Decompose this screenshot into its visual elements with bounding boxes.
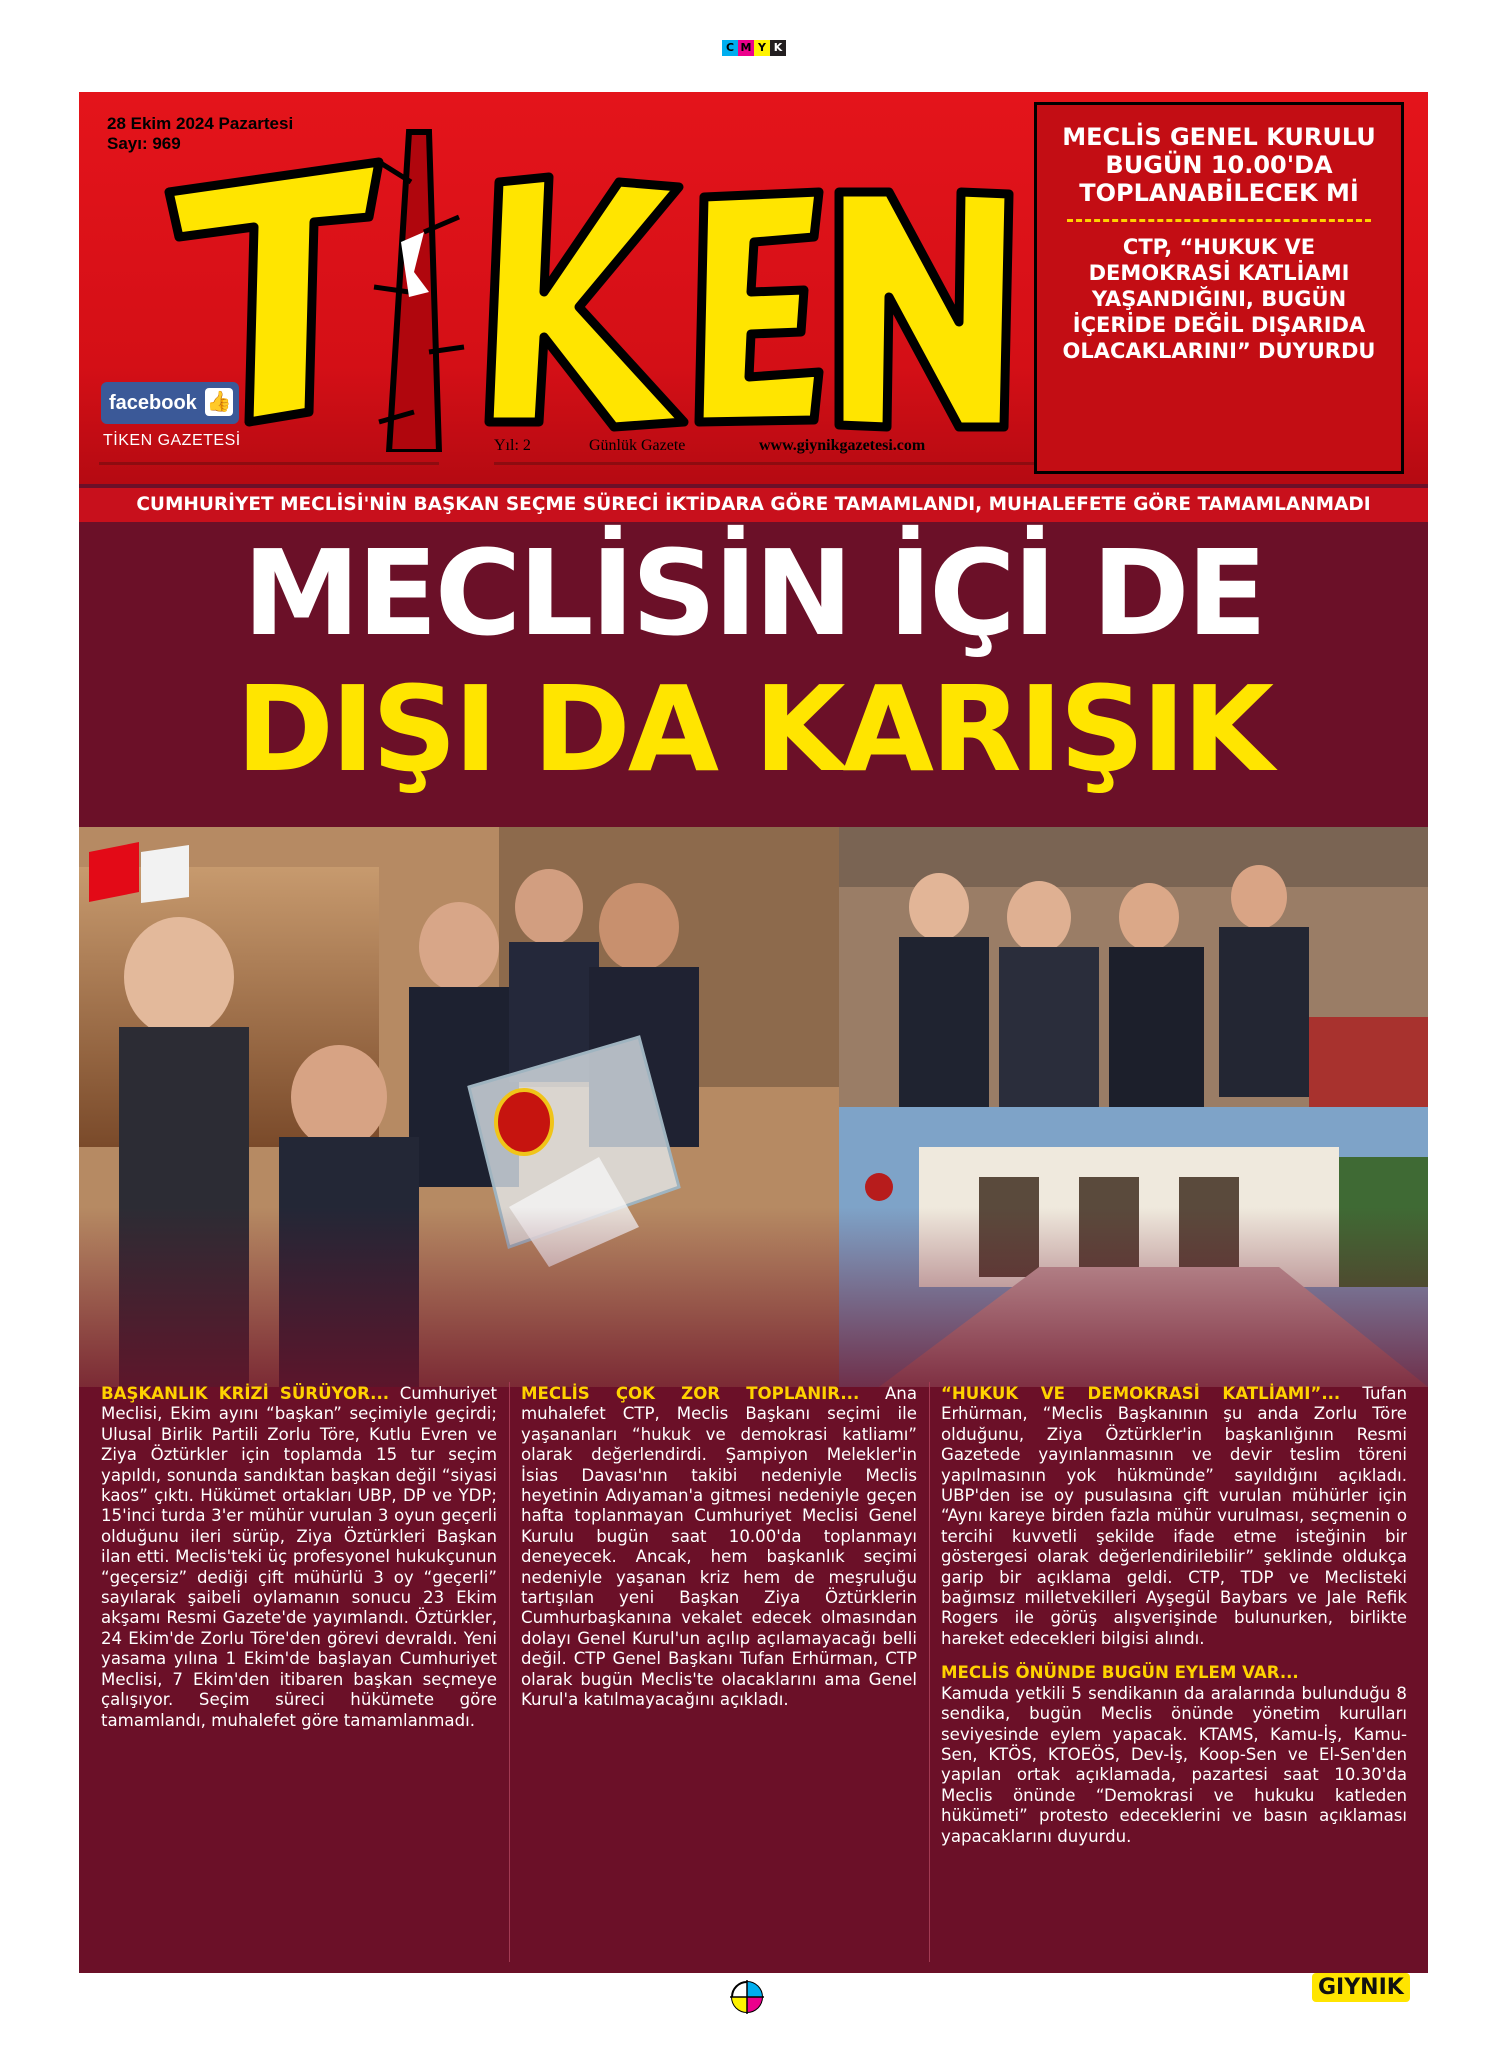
website-link[interactable]: www.giynikgazetesi.com [759,437,926,454]
cmyk-registration-strip [722,40,786,56]
parliament-scuffle-photo [839,827,1428,1107]
issue-number: Sayı: 969 [107,134,181,153]
facebook-label: facebook [109,392,197,414]
kicker-banner: CUMHURİYET MECLİSİ'NİN BAŞKAN SEÇME SÜRECİ İKTİDARA GÖRE TAMAMLANDI, MUHALEFETE GÖRE TAMAMLANMADI [79,488,1428,522]
column-3-text: Tufan Erhürman, “Meclis Başkanının şu anda Zorlu Töre olduğunu, Ziya Öztürkler'in başkanlığının Resmi Gazetede yayınlanmasının ve devir teslim töreni yapılmasının yok hükmünde” sayıldığını açıkladı. UBP'den ise oy pusulasına çift vurulan mühürler için “Aynı kareye birden fazla mühür vurulması, seçmenin o tercihi kuvvetli şekilde ifade etme isteğinin bir göstergesi olarak değerlendirilebilir” şeklinde oldukça garip bir açıklama geldi. CTP, TDP ve Meclisteki bağımsız milletvekilleri Ayşegül Baybars ve Jale Refik Rogers ile görüş alışverişinde bulunurken, birlikte hareket edecekleri bilgisi alındı. [941,1384,1407,1648]
article-column-1 [101,1384,497,1731]
tiken-logo [139,122,1039,452]
issue-date: 28 Ekim 2024 Pazartesi [107,114,294,133]
column-2-text: Ana muhalefet CTP, Meclis Başkanı seçimi ile yaşananları “hukuk ve demokrasi katliamı” olarak değerlendirdi. Şampiyon Melekler'in İsias Davası'nın takibi nedeniyle Meclis heyetinin Adıyaman'a gitmesi nedeniyle geçen hafta toplanmayan Cumhuriyet Meclisi Genel Kurulu bugün saat 10.00'da toplanmayı deneyecek. Ancak, hem başkanlık seçimi nedeniyle yaşanan kriz hem de meşruluğu tartışılan yeni Başkan Ziya Öztürklerin Cumhurbaşkanına vekalet edecek olmasından dolayı Genel Kurul'un açılıp açılamayacağı belli değil. CTP Genel Başkanı Tufan Erhürman, CTP olarak bugün Meclis'te olacaklarını ama Genel Kurul'a katılmayacağını açıkladı. [521,1384,917,1710]
side-headline-1: MECLİS GENEL KURULU BUGÜN 10.00'DA TOPLANABİLECEK Mİ [1062,123,1376,207]
giynik-logo: GIYNIK [1312,1973,1410,2002]
year-label: Yıl: 2 [494,437,531,454]
cmyk-cyan: C [722,40,738,56]
column-divider-1 [509,1382,510,1962]
article-column-3 [941,1384,1407,1847]
subhead-democracy-massacre: “HUKUK VE DEMOKRASİ KATLİAMI”... [941,1384,1341,1403]
main-headline [79,524,1428,798]
masthead-rule-left [99,462,439,465]
cmyk-yellow: Y [754,40,770,56]
column-divider-2 [929,1382,930,1962]
headline-line-1: MECLİSİN İÇİ DE [242,524,1265,662]
facebook-badge[interactable] [101,382,239,424]
registration-mark-icon [730,1980,764,2014]
paper-type: Günlük Gazete [589,437,686,454]
column-1-text: Cumhuriyet Meclisi, Ekim ayını “başkan” seçimiyle geçirdi; Ulusal Birlik Partili Zorlu Töre, Kutlu Evren ve Ziya Öztürkler için toplamda 15 tur seçim yapıldı, sonunda sandıktan başkan değil “siyasi kaos” çıktı. Hükümet ortakları UBP, DP ve YDP; 15'inci turda 3'er mühür vurulan 3 oyun geçerli olduğunu ileri sürüp, Ziya Öztürkleri Başkan ilan etti. Meclis'teki üç profesyonel hukukçunun “geçersiz” dediği çift mühürlü 3 oy “geçerli” sayılarak şaibeli oylamanın sonucu 23 Ekim akşamı Resmi Gazete'de yayımlandı. Öztürkler, 24 Ekim'de Zorlu Töre'den görevi devraldı. Yeni yasama yılına 1 Ekim'de başlayan Cumhuriyet Meclisi, 7 Ekim'den itibaren başkan seçmeye çalışıyor. Seçim süreci hükümete göre tamamlandı, muhalefet göre tamamlanmadı. [101,1384,497,1730]
side-headline-2: CTP, “HUKUK VE DEMOKRASİ KATLİAMI YAŞANDIĞINI, BUGÜN İÇERİDE DEĞİL DIŞARIDA OLACAKLARINI” DUYURDU [1062,235,1376,363]
masthead [79,92,1428,484]
thumbs-up-icon: 👍 [205,388,233,416]
subhead-hard-to-convene: MECLİS ÇOK ZOR TOPLANIR... [521,1384,860,1403]
cmyk-magenta: M [738,40,754,56]
subhead-presidency-crisis: BAŞKANLIK KRİZİ SÜRÜYOR... [101,1384,390,1403]
masthead-rule-right [494,462,1049,465]
front-page [79,92,1428,1973]
facebook-page-name: TİKEN GAZETESİ [103,432,241,449]
side-headline-box [1034,102,1404,474]
photo-collage [79,827,1428,1437]
column-3-text-2: Kamuda yetkili 5 sendikanın da aralarında bulunduğu 8 sendika, bugün Meclis önünde yönetim kurulları seviyesinde eylem yapacak. KTAMS, Kamu-İş, Kamu-Sen, KTÖS, KTOEÖS, Dev-İş, Koop-Sen ve El-Sen'den yapılan ortak açıklamada, pazartesi saat 10.30'da Meclis önünde “Demokrasi ve hukuku katleden hükümeti” protesto edeceklerini ve basın açıklaması yapacaklarını duyurdu. [941,1683,1407,1846]
subhead-protest-today: MECLİS ÖNÜNDE BUGÜN EYLEM VAR... [941,1663,1299,1683]
article-column-2 [521,1384,917,1711]
headline-line-2: DIŞI DA KARIŞIK [235,660,1272,798]
cmyk-black: K [770,40,786,56]
side-divider [1067,219,1371,222]
